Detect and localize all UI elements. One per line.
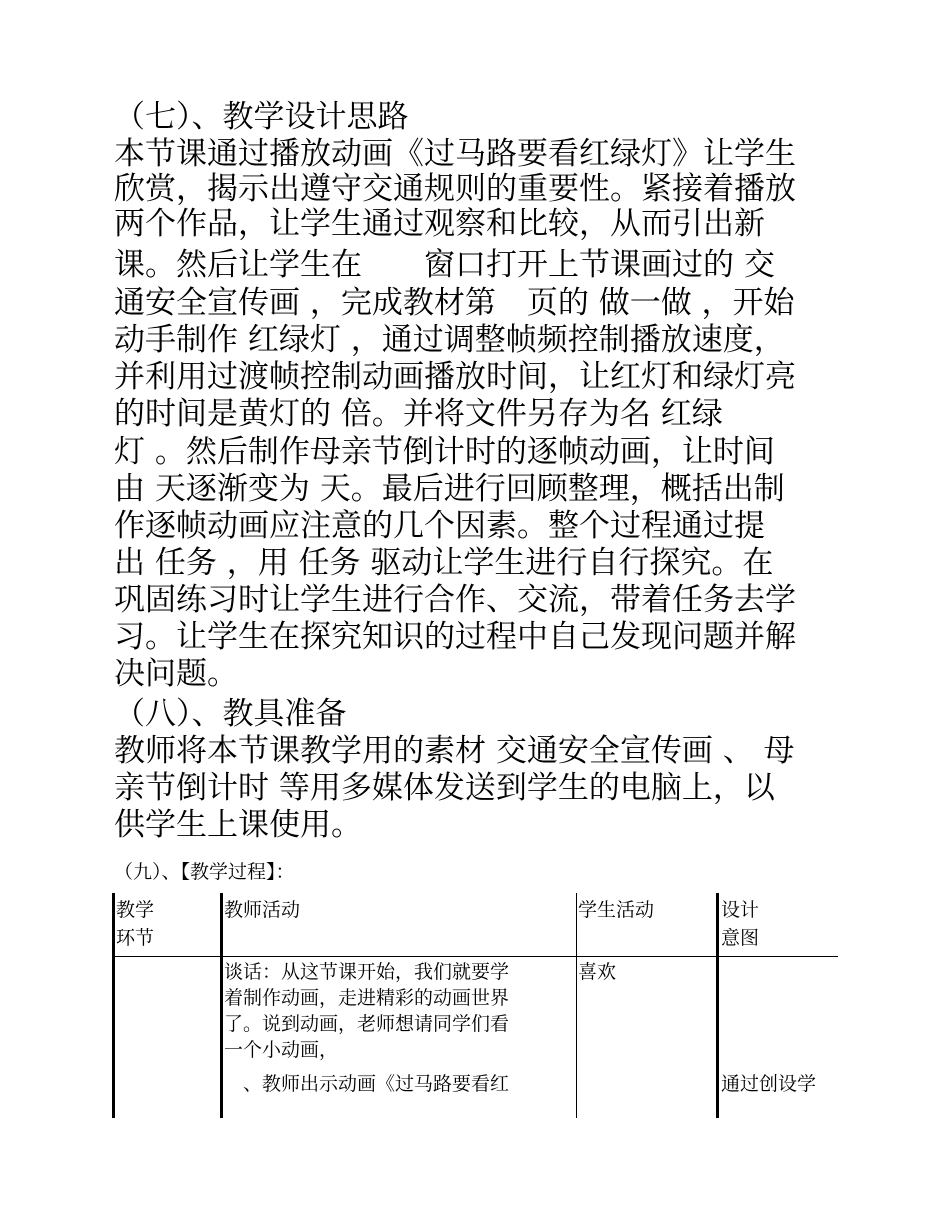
header-student-activity: 学生活动: [578, 899, 655, 921]
teacher-activity-line: 一个小动画，: [224, 1039, 339, 1061]
paragraph-line: 欣赏，揭示出遵守交通规则的重要性。紧接着播放: [114, 171, 796, 207]
header-intent-line1: 设计: [721, 899, 760, 921]
student-activity-cell: 喜欢: [578, 961, 617, 983]
section-9-heading: （九）、【教学过程】：: [114, 861, 295, 883]
paragraph-line: 动手制作 红绿灯 ，通过调整帧频控制播放速度，: [114, 322, 785, 358]
header-stage-line2: 环节: [116, 927, 155, 949]
table-border-left: [112, 893, 115, 1118]
header-teacher-activity: 教师活动: [224, 899, 301, 921]
section-7-heading: （七）、教学设计思路: [114, 99, 409, 135]
paragraph-line: 灯 。然后制作母亲节倒计时的逐帧动画，让时间: [114, 434, 775, 470]
header-stage-line1: 教学: [116, 899, 155, 921]
paragraph-line: 巩固练习时让学生进行合作、交流，带着任务去学: [114, 582, 796, 618]
section-8-heading: （八）、教具准备: [114, 696, 347, 732]
paragraph-line: 本节课通过播放动画《过马路要看红绿灯》让学生: [114, 136, 796, 172]
paragraph-line: 课。然后让学生在 窗口打开上节课画过的 交: [114, 247, 775, 283]
paragraph-line: 习。让学生在探究知识的过程中自己发现问题并解: [114, 619, 796, 655]
table-header-divider: [112, 956, 838, 957]
teacher-activity-line: 、教师出示动画《过马路要看红: [224, 1073, 510, 1095]
paragraph-line: 决问题。: [114, 656, 238, 692]
paragraph-line: 教师将本节课教学用的素材 交通安全宣传画 、 母: [114, 733, 795, 769]
paragraph-line: 作逐帧动画应注意的几个因素。整个过程通过提: [114, 508, 765, 544]
table-divider: [716, 893, 719, 1118]
paragraph-line: 通安全宣传画 ，完成教材第 页的 做一做 ，开始: [114, 285, 795, 321]
table-divider: [220, 893, 223, 1118]
paragraph-line: 两个作品，让学生通过观察和比较，从而引出新: [114, 206, 765, 242]
paragraph-line: 亲节倒计时 等用多媒体发送到学生的电脑上，以: [114, 770, 775, 806]
header-intent-line2: 意图: [721, 927, 760, 949]
teaching-process-table: [112, 893, 840, 1118]
table-divider: [576, 893, 577, 1118]
paragraph-line: 并利用过渡帧控制动画播放时间，让红灯和绿灯亮: [114, 359, 796, 395]
teacher-activity-line: 着制作动画，走进精彩的动画世界: [224, 987, 510, 1009]
paragraph-line: 出 任务 ，用 任务 驱动让学生进行自行探究。在: [114, 545, 774, 581]
paragraph-line: 由 天逐渐变为 天。最后进行回顾整理，概括出制: [114, 471, 785, 507]
paragraph-line: 的时间是黄灯的 倍。并将文件另存为名 红绿: [114, 396, 723, 432]
design-intent-cell: 通过创设学: [721, 1073, 817, 1095]
teacher-activity-line: 谈话：从这节课开始，我们就要学: [224, 961, 510, 983]
paragraph-line: 供学生上课使用。: [114, 807, 362, 843]
teacher-activity-line: 了。说到动画，老师想请同学们看: [224, 1013, 510, 1035]
